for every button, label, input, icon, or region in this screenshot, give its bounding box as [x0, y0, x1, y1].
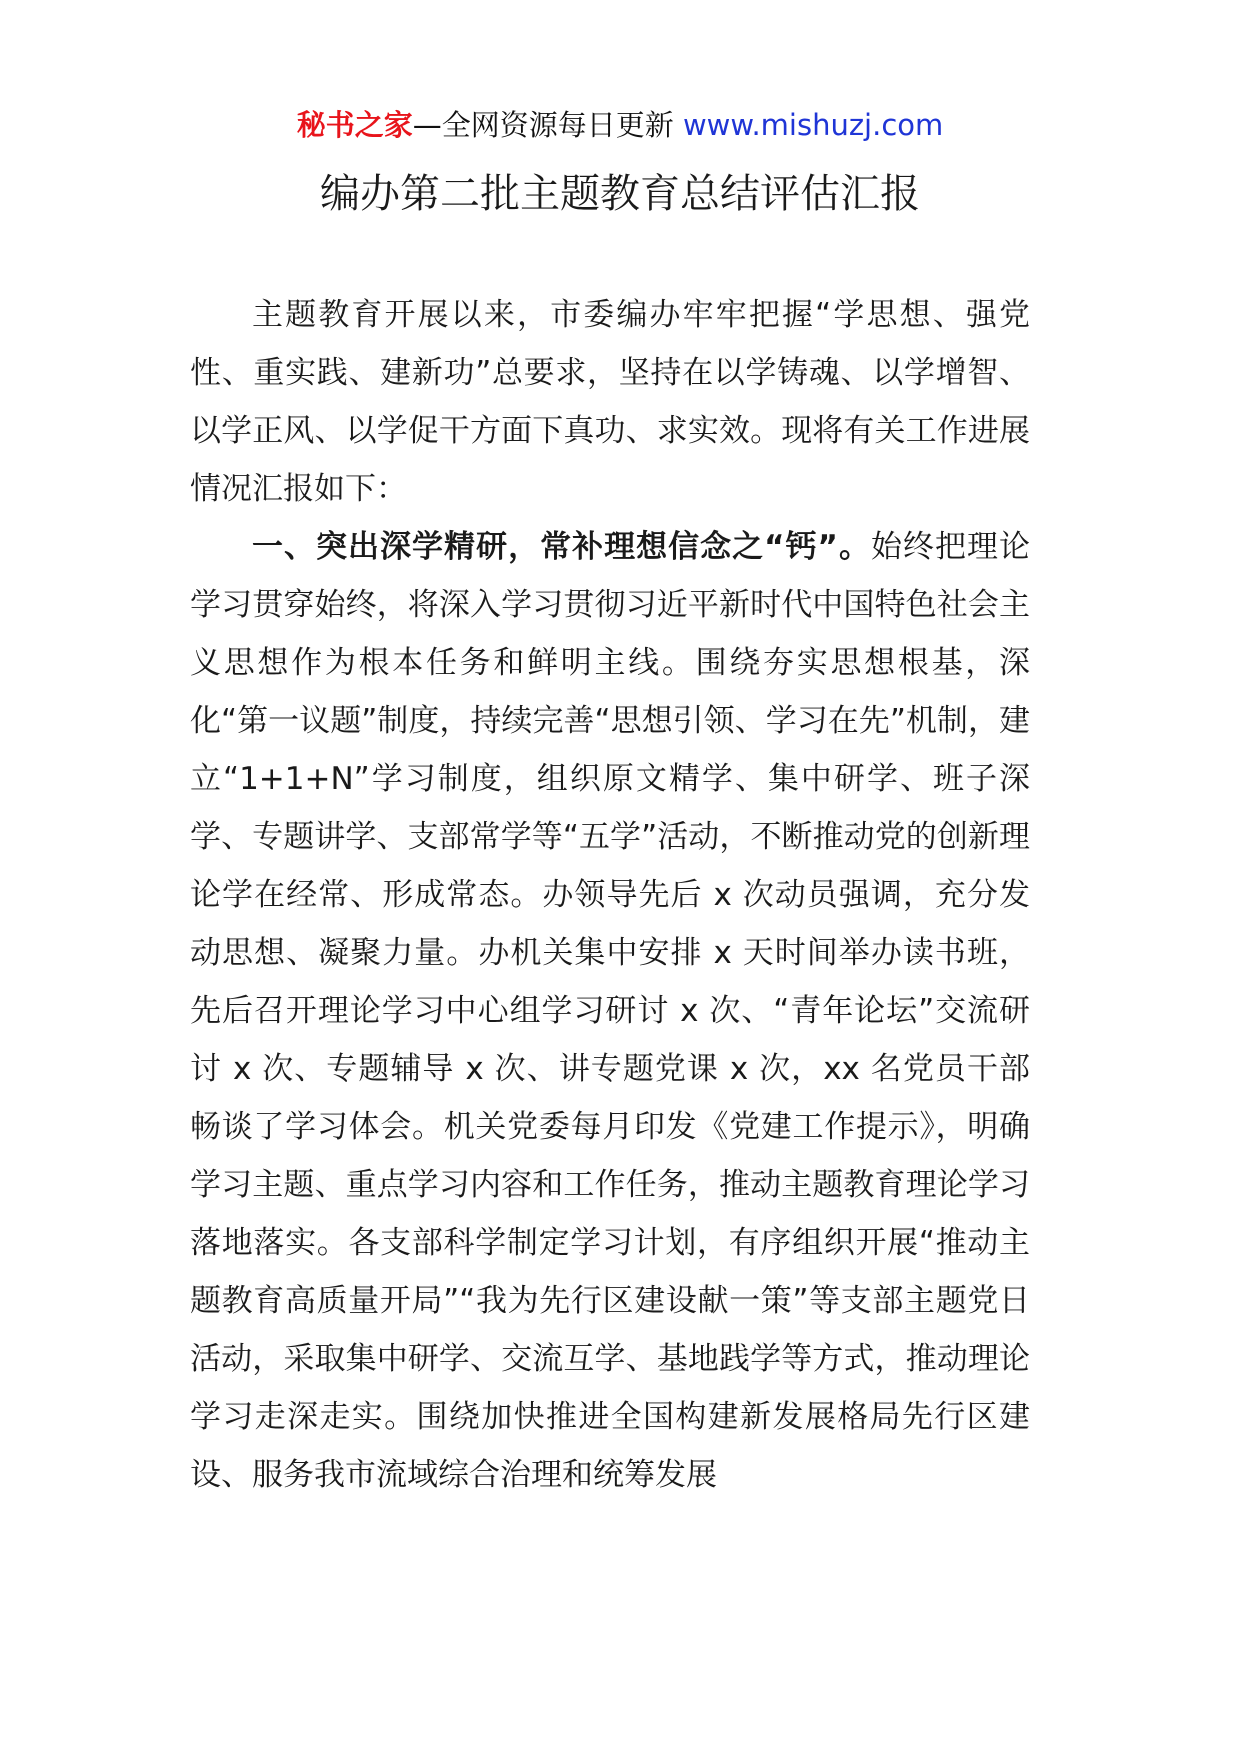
site-banner [0, 103, 1240, 147]
document-body [190, 286, 1030, 1504]
section-1-heading: 一、突出深学精研，常补理想信念之“钙”。 [252, 529, 871, 565]
banner-tagline: —全网资源每日更新 [412, 108, 674, 142]
section-1-body: 始终把理论学习贯穿始终，将深入学习贯彻习近平新时代中国特色社会主义思想作为根本任务和鲜明主线。围绕夯实思想根基，深化“第一议题”制度，持续完善“思想引领、学习在先”机制，建立“1+1+N”学习制度，组织原文精学、集中研学、班子深学、专题讲学、支部常学等“五学”活动，不断推动党的创新理论学在经常、形成常态。办领导先后 x 次动员强调，充分发动思想、凝聚力量。办机关集中安排 x 天时间举办读书班，先后召开理论学习中心组学习研讨 x 次、“青年论坛”交流研讨 x 次、专题辅导 x 次、讲专题党课 x 次，xx 名党员干部畅谈了学习体会。机关党委每月印发《党建工作提示》，明确学习主题、重点学习内容和工作任务，推动主题教育理论学习落地落实。各支部科学制定学习计划，有序组织开展“推动主题教育高质量开局”“我为先行区建设献一策”等支部主题党日活动，采取集中研学、交流互学、基地践学等方式，推动理论学习走深走实。围绕加快推进全国构建新发展格局先行区建设、服务我市流域综合治理和统筹发展 [190, 529, 1031, 1493]
section-1-paragraph [190, 518, 1030, 1504]
intro-paragraph: 主题教育开展以来，市委编办牢牢把握“学思想、强党性、重实践、建新功”总要求，坚持在以学铸魂、以学增智、以学正风、以学促干方面下真功、求实效。现将有关工作进展情况汇报如下： [190, 297, 1030, 507]
brand-name: 秘书之家 [296, 108, 413, 142]
document-title: 编办第二批主题教育总结评估汇报 [320, 171, 920, 217]
site-url-link[interactable]: www.mishuzj.com [682, 108, 944, 142]
